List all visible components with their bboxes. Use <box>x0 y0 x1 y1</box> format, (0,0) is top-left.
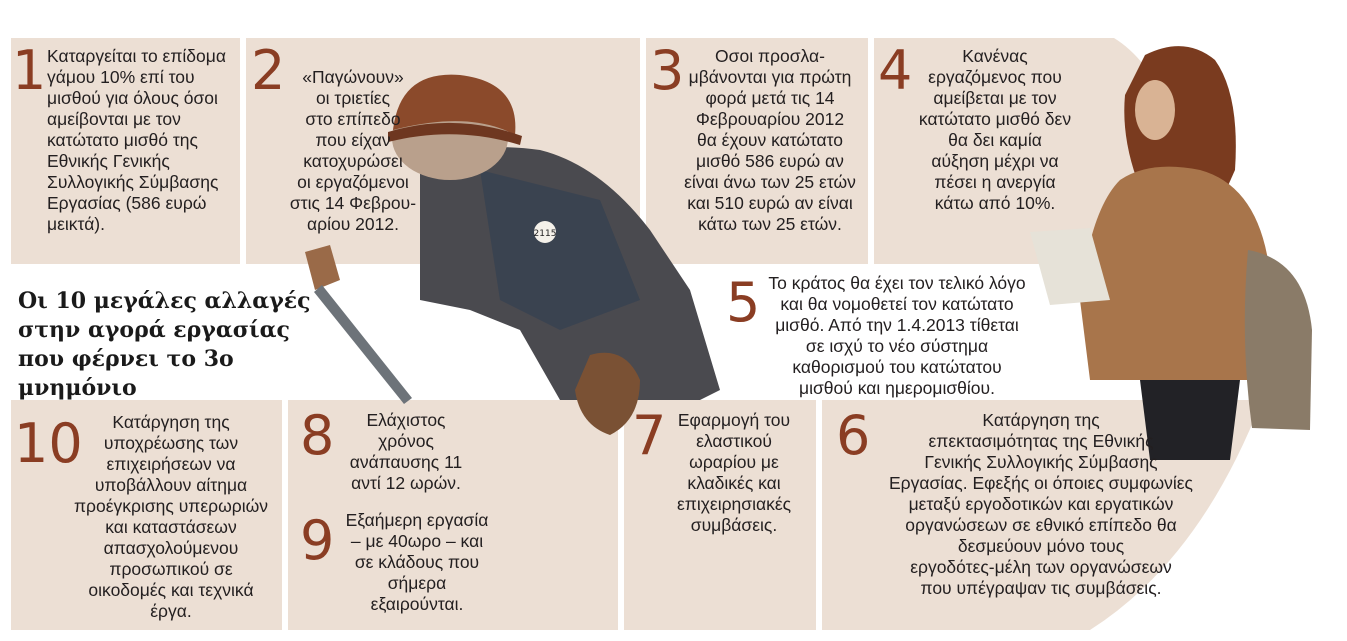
item-10-text: Κατάργηση της υποχρέωσης των επιχειρήσεων να υποβάλλουν αίτημα προέγκρισης υπερωριών και καταστάσεων απασχολούμενου προσωπικού σε οικοδομές και τεχνικά έργα. <box>73 412 269 621</box>
item-7-number: 7 <box>632 404 667 467</box>
item-6-number: 6 <box>836 404 871 467</box>
item-3-text: Οσοι προσλα- μβάνονται για πρώτη φορά μετά τις 14 Φεβρουαρίου 2012 θα έχουν κατώτατο μισθό 586 ευρώ αν είναι άνω των 25 ετών και 510 ευρώ αν είναι κάτω των 25 ετών. <box>684 46 856 234</box>
item-9-number: 9 <box>300 509 335 572</box>
item-2-number: 2 <box>251 39 286 102</box>
item-9-text: Εξαήμερη εργασία – με 40ωρο – και σε κλάδους που σήμερα εξαιρούνται. <box>345 510 489 614</box>
item-8-text: Ελάχιστος χρόνος ανάπαυσης 11 αντί 12 ωρών. <box>349 410 463 493</box>
item-4-number: 4 <box>878 39 913 102</box>
item-2-text: «Παγώνουν» οι τριετίες στο επίπεδο που είχαν κατοχυρώσει οι εργαζόμενοι στις 14 Φεβρου- αρίου 2012. <box>289 67 417 234</box>
item-1-text: Καταργείται το επίδομα γάμου 10% επί του μισθού για όλους όσοι αμείβονται με τον κατώτατο μισθό της Εθνικής Γενικής Συλλογικής Σύμβασης Εργασίας (586 ευρώ μεικτά). <box>47 46 226 234</box>
item-6-text: Κατάργηση της επεκτασιμότητας της Εθνικής Γενικής Συλλογικής Σύμβασης Εργασίας. Εφεξής οι όποιες συμφωνίες μεταξύ εργοδοτικών και εργατικών οργανώσεων σε εθνικό επίπεδο θα δεσμεύουν μόνο τους εργοδότες-μέλη των οργανώσεων που υπέγραψαν τις συμβάσεις. <box>889 410 1193 598</box>
item-10-number: 10 <box>14 412 83 475</box>
item-5-text: Το κράτος θα έχει τον τελικό λόγο και θα νομοθετεί τον κατώτατο μισθό. Από την 1.4.2013 τίθεται σε ισχύ το νέο σύστημα καθορισμού του κατώτατου μισθού και ημερομισθίου. <box>768 273 1026 398</box>
item-3-number: 3 <box>650 39 685 102</box>
item-7-text: Εφαρμογή του ελαστικού ωραρίου με κλαδικές και επιχειρησιακές συμβάσεις. <box>676 410 792 535</box>
badge-number: 2115 <box>533 229 557 239</box>
infographic-title: Οι 10 μεγάλες αλλαγές στην αγορά εργασίας που φέρνει το 3ο μνημόνιο <box>18 288 311 401</box>
item-8-number: 8 <box>300 404 335 467</box>
item-5-number: 5 <box>726 271 761 334</box>
item-4-text: Κανένας εργαζόμενος που αμείβεται με τον κατώτατο μισθό δεν θα δει καμία αύξηση μέχρι να πέσει η ανεργία κάτω από 10%. <box>918 46 1072 213</box>
item-1-number: 1 <box>12 39 47 102</box>
